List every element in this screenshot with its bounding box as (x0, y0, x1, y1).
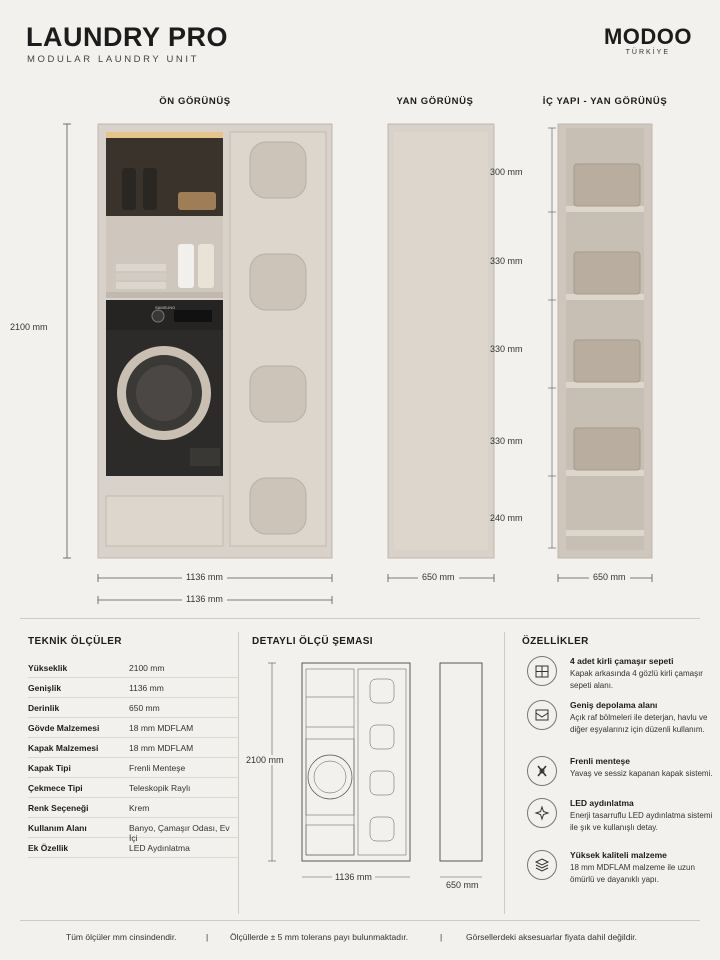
inner-view-title: İÇ YAPI - YAN GÖRÜNÜŞ (542, 96, 668, 107)
spec-key: Kapak Malzemesi (28, 743, 99, 753)
spec-value: Krem (129, 803, 150, 813)
inner-view-drawing (530, 118, 660, 588)
brand-logo: MODOO (603, 24, 692, 49)
spec-key: Çekmece Tipi (28, 783, 83, 793)
feature-title: 4 adet kirli çamaşır sepeti (570, 656, 674, 666)
spec-row (28, 838, 238, 858)
front-width-label: 1136 mm (182, 572, 227, 582)
spec-row (28, 718, 238, 738)
footer-note-2: Ölçüllerde ± 5 mm tolerans payı bulunmaktadır. (230, 932, 409, 942)
spec-key: Derinlik (28, 703, 60, 713)
spec-value: 18 mm MDFLAM (129, 743, 194, 753)
feature-title: Frenli menteşe (570, 756, 630, 766)
inner-height-3: 330 mm (490, 344, 523, 354)
spec-value: 650 mm (129, 703, 160, 713)
spec-row (28, 798, 238, 818)
feature-desc: Kapak arkasında 4 gözlü kirli çamaşır sepeti alanı. (570, 669, 703, 690)
spec-value: Frenli Menteşe (129, 763, 186, 773)
spec-key: Ek Özellik (28, 843, 69, 853)
spec-key: Kapak Tipi (28, 763, 71, 773)
spec-value: Banyo, Çamaşır Odası, Ev İçi (129, 823, 230, 843)
front-view-title: ÖN GÖRÜNÜŞ (159, 96, 231, 107)
spec-value: Teleskopik Raylı (129, 783, 191, 793)
scheme-depth-label: 650 mm (446, 880, 479, 890)
spec-value: 18 mm MDFLAM (129, 723, 194, 733)
front-view-drawing (40, 118, 350, 608)
spec-value: LED Aydınlatma (129, 843, 190, 853)
spec-row (28, 778, 238, 798)
spec-key: Kullanım Alanı (28, 823, 87, 833)
feature-desc: Açık raf bölmeleri ile deterjan, havlu ve diğer eşyalarınız için düzenli kullanım. (570, 713, 708, 734)
layers-icon (527, 850, 557, 880)
spec-value: 2100 mm (129, 663, 165, 673)
footer-note-1: Tüm ölçüler mm cinsindendir. (66, 932, 177, 942)
feature-desc: Enerji tasarruflu LED aydınlatma sistemi ile şık ve kullanışlı detay. (570, 811, 713, 832)
feature-item (527, 798, 717, 858)
spec-row (28, 738, 238, 758)
feature-desc: 18 mm MDFLAM malzeme ile uzun ömürlü ve dayanıklı yapı. (570, 863, 695, 884)
inner-height-4: 330 mm (490, 436, 523, 446)
brand-country: TÜRKİYE (625, 49, 670, 56)
scheme-heading: DETAYLI ÖLÇÜ ŞEMASI (252, 636, 373, 647)
feature-item (527, 850, 717, 910)
feature-item (527, 700, 717, 760)
page-title: LAUNDRY PRO (26, 22, 229, 52)
features-heading: ÖZELLİKLER (522, 636, 589, 647)
specs-heading: TEKNİK ÖLÇÜLER (28, 636, 122, 647)
side-view-title: YAN GÖRÜNÜŞ (396, 96, 474, 107)
scheme-height-label: 2100 mm (246, 755, 284, 765)
spec-row (28, 758, 238, 778)
footer-note-3: Görsellerdeki aksesuarlar fiyata dahil değildir. (466, 932, 638, 942)
front-width-label-2: 1136 mm (182, 594, 227, 604)
inner-depth-label: 650 mm (589, 572, 630, 582)
sparkle-icon (527, 798, 557, 828)
feature-title: Yüksek kaliteli malzeme (570, 850, 667, 860)
spec-row (28, 818, 238, 843)
side-view-drawing (380, 118, 500, 588)
basket-icon (527, 656, 557, 686)
machine-brand: SAMSUNG (155, 305, 176, 310)
spec-key: Renk Seçeneği (28, 803, 89, 813)
spec-value: 1136 mm (129, 683, 164, 693)
footer-sep-1: | (206, 932, 209, 942)
spec-key: Genişlik (28, 683, 62, 693)
inner-height-1: 300 mm (490, 167, 523, 177)
hinge-icon (527, 756, 557, 786)
spec-key: Gövde Malzemesi (28, 723, 100, 733)
footer-sep-2: | (440, 932, 443, 942)
spec-row (28, 678, 238, 698)
scheme-width-label: 1136 mm (332, 872, 375, 882)
page-subtitle: MODULAR LAUNDRY UNIT (27, 54, 200, 65)
feature-desc: Yavaş ve sessiz kapanan kapak sistemi. (570, 769, 713, 778)
inner-height-2: 330 mm (490, 256, 523, 266)
side-depth-label: 650 mm (418, 572, 459, 582)
front-height-label: 2100 mm (10, 322, 48, 332)
spec-key: Yükseklik (28, 663, 68, 673)
feature-title: Geniş depolama alanı (570, 700, 658, 710)
inner-height-5: 240 mm (490, 513, 523, 523)
feature-title: LED aydınlatma (570, 798, 634, 808)
spec-row (28, 658, 238, 678)
storage-icon (527, 700, 557, 730)
spec-row (28, 698, 238, 718)
scheme-drawing (262, 655, 492, 895)
